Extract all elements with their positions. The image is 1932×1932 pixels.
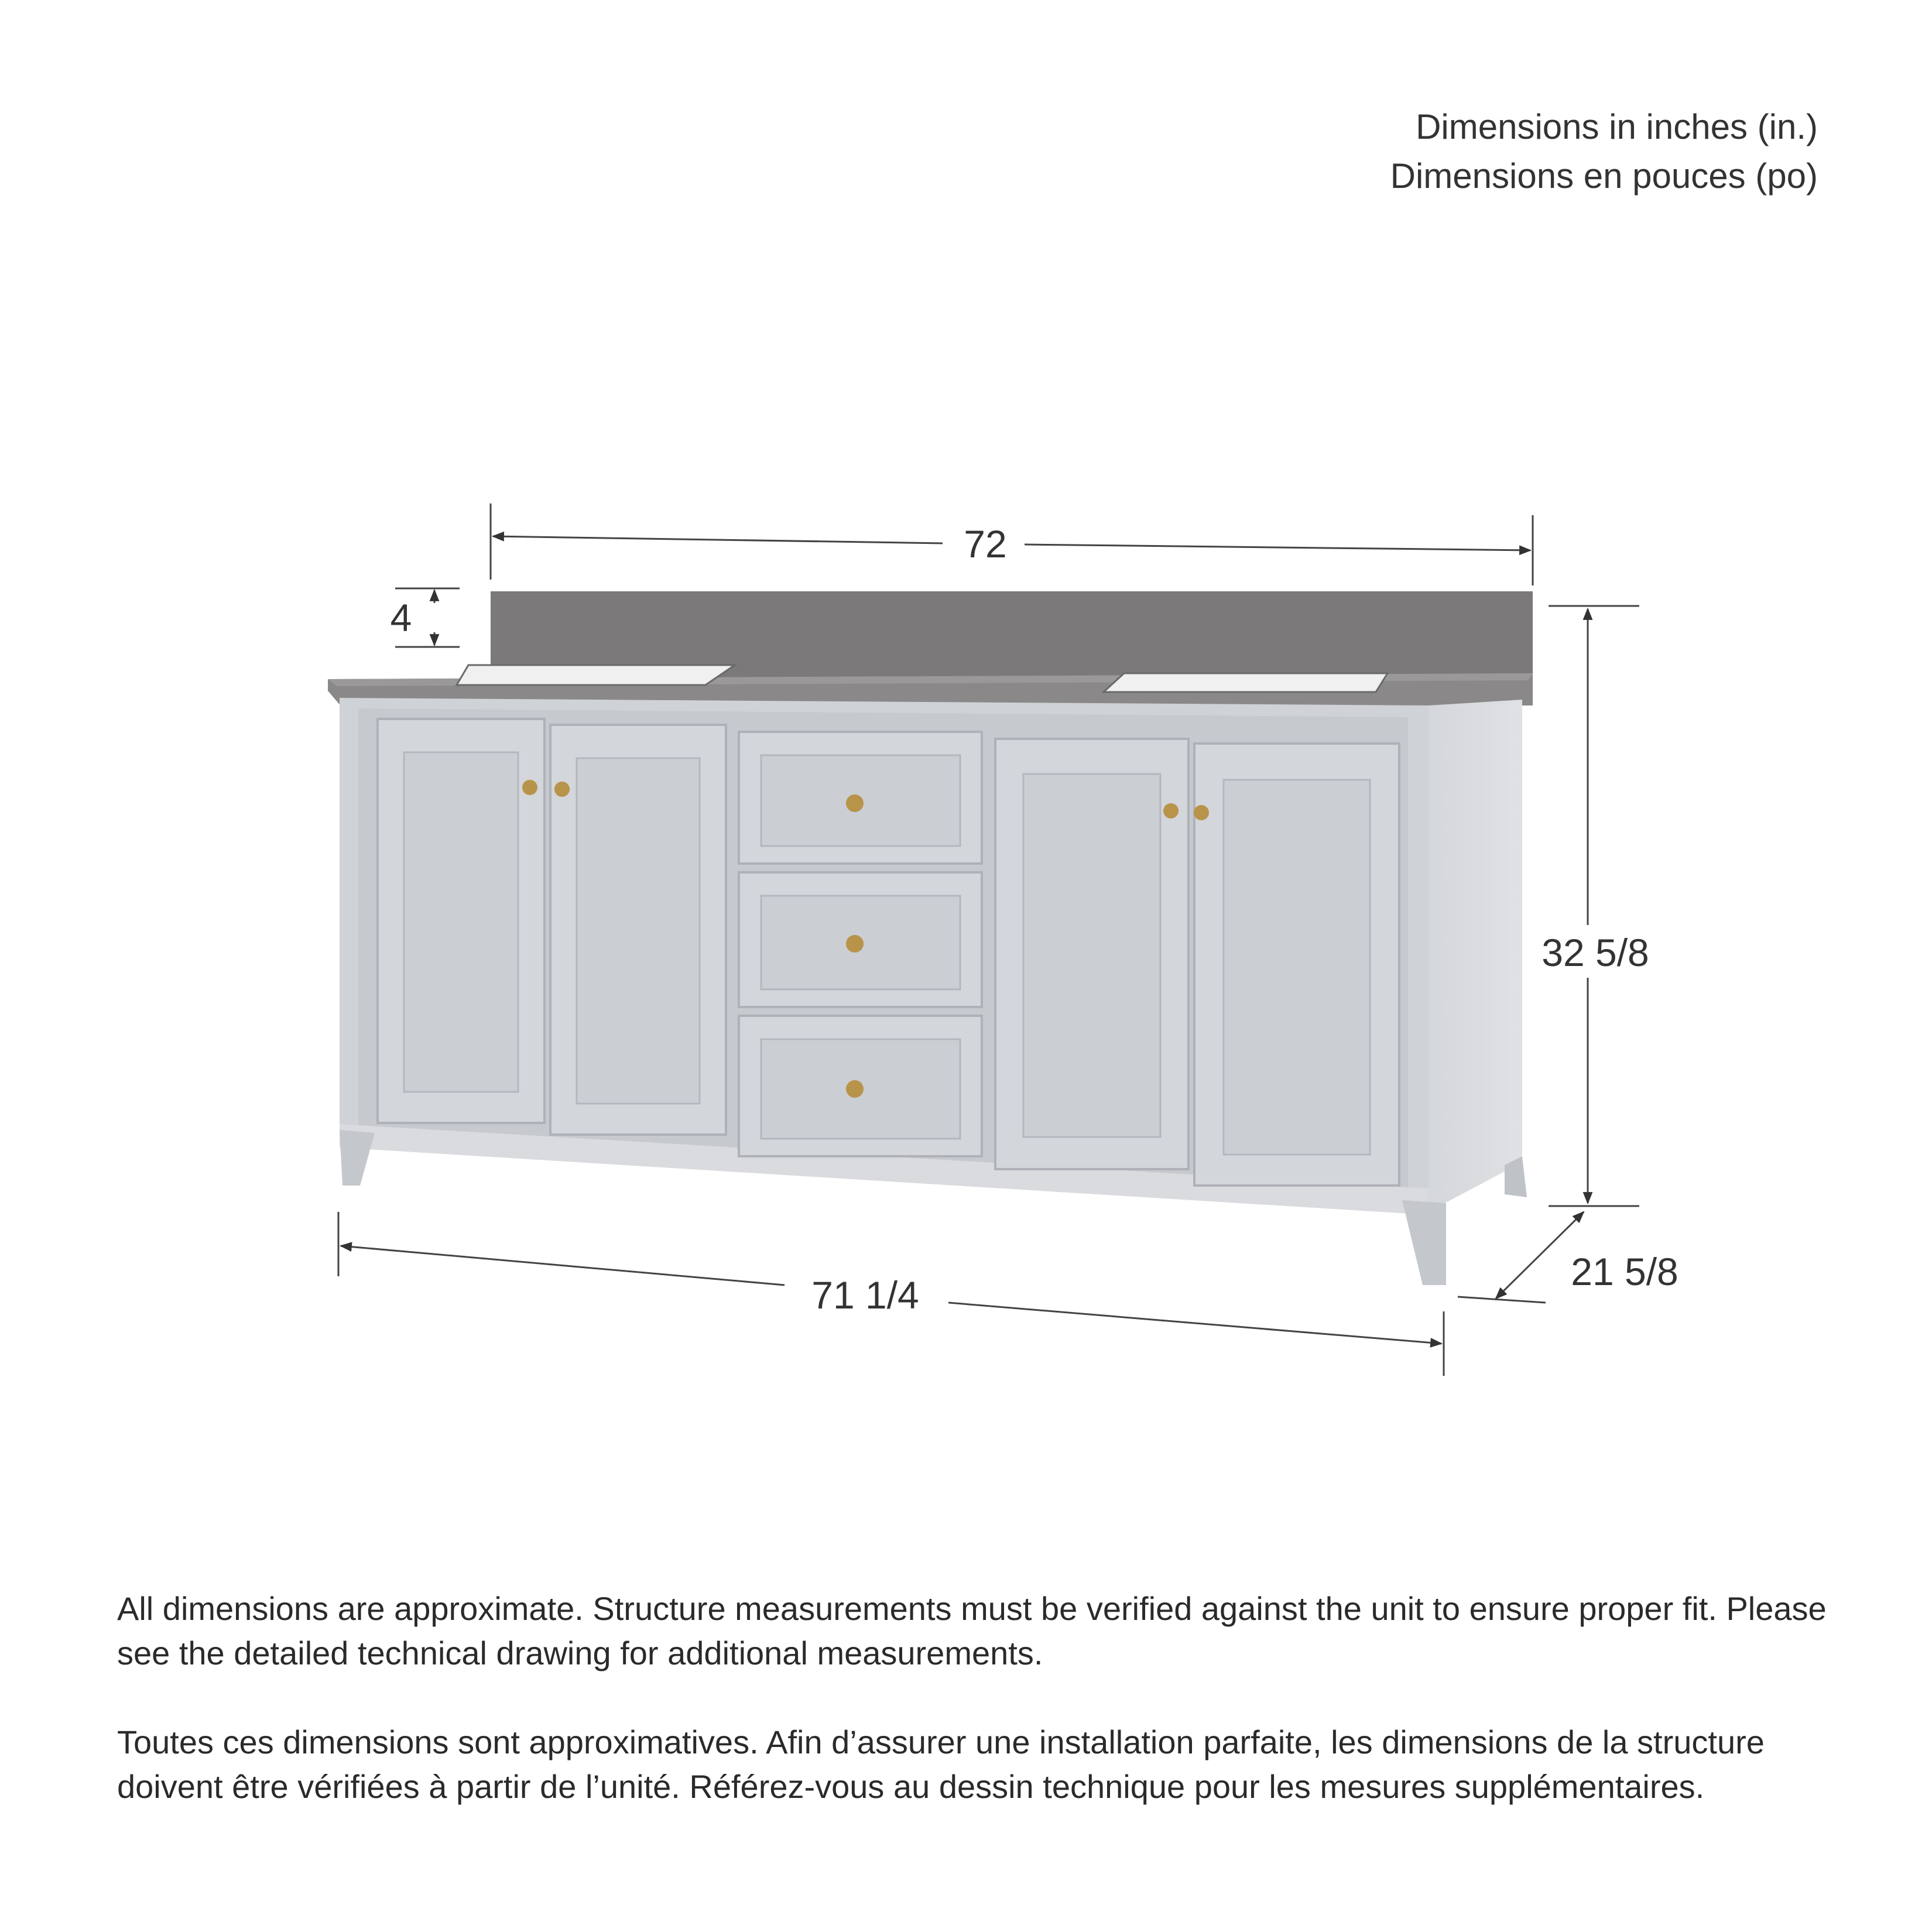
disclaimer-notes [117,1587,1844,1854]
leg-front-left [340,1130,375,1186]
dim-label-backsplash: 4 [390,596,412,639]
width-72-line-right [1025,544,1530,550]
units-french: Dimensions en pouces (po) [1390,156,1818,196]
disclaimer-french: Toutes ces dimensions sont approximatives. Afin d’assurer une installation parfaite, les dimensions de la structure doivent être vérifiées à partir de l’unité. Référez-vous au dessin technique pour les mesures supplémentaires. [117,1724,1765,1805]
dim-label-overall-width: 72 [964,522,1007,566]
units-english: Dimensions in inches (in.) [1416,107,1818,146]
cabinet-side [1429,700,1522,1212]
right-door-pair [995,739,1399,1186]
sink-left [457,665,735,685]
width-72-line-left [493,536,943,543]
leg-front-right [1402,1200,1446,1285]
disclaimer-english: All dimensions are approximate. Structure measurements must be verified against the unit to ensure proper fit. Please see the detailed technical drawing for additional measurements. [117,1590,1827,1671]
dim-label-depth: 21 5/8 [1571,1250,1678,1293]
dim-label-height: 32 5/8 [1542,931,1649,974]
left-door-pair [378,719,726,1135]
vanity-illustration [328,591,1533,1285]
cabinet-width-line-left [341,1246,785,1285]
dim-label-cabinet-width: 71 1/4 [811,1273,919,1317]
cabinet-width-line-right [948,1303,1441,1344]
sink-right [1104,673,1388,692]
